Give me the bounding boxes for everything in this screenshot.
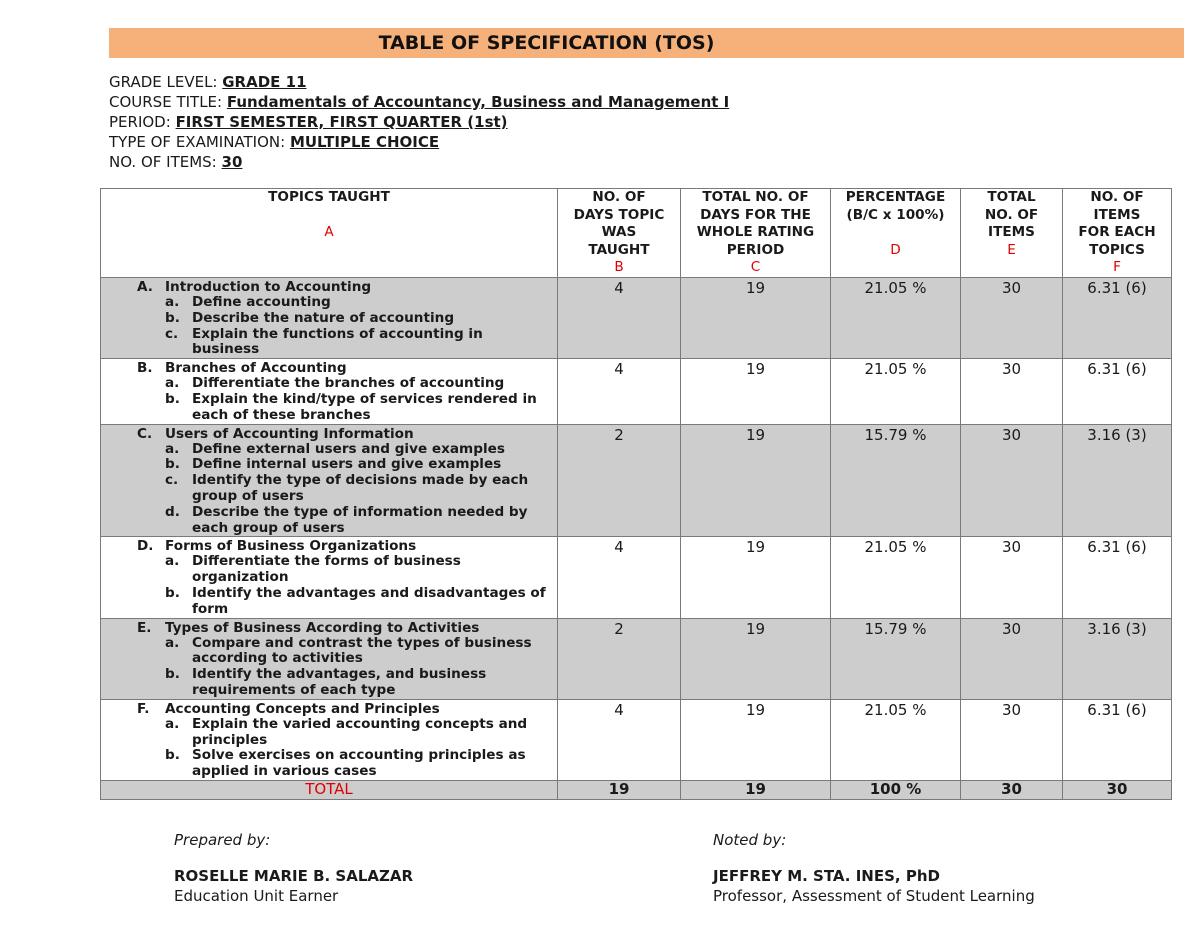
items-per-topic-cell: 6.31 (6) bbox=[1063, 537, 1172, 618]
subtopic-item bbox=[101, 311, 557, 327]
topic-letter: C. bbox=[137, 425, 153, 442]
subtopic-item bbox=[101, 473, 557, 505]
meta-period: PERIOD: FIRST SEMESTER, FIRST QUARTER (1st) bbox=[109, 113, 508, 131]
table-body bbox=[101, 278, 1172, 800]
total-items-cell: 30 bbox=[961, 699, 1063, 780]
topic-title-text: Users of Accounting Information bbox=[165, 425, 414, 442]
days-taught-cell: 4 bbox=[558, 278, 681, 359]
days-taught-cell: 2 bbox=[558, 424, 681, 537]
topic-letter: F. bbox=[137, 700, 150, 717]
items-per-topic-cell: 3.16 (3) bbox=[1063, 424, 1172, 537]
percentage-cell: 15.79 % bbox=[831, 618, 961, 699]
subtopic-item bbox=[101, 295, 557, 311]
subtopic-item bbox=[101, 442, 557, 458]
header-total-days bbox=[681, 189, 831, 278]
total-days-cell: 19 bbox=[681, 537, 831, 618]
percentage-cell: 21.05 % bbox=[831, 699, 961, 780]
total-total-items: 30 bbox=[961, 780, 1063, 799]
subtopic-text: Describe the nature of accounting bbox=[192, 309, 455, 326]
header-line bbox=[831, 224, 960, 242]
subtopic-letter: c. bbox=[165, 325, 179, 342]
noted-by-role: Professor, Assessment of Student Learning bbox=[713, 887, 1035, 905]
subtopic-item bbox=[101, 376, 557, 392]
noted-by-block bbox=[713, 830, 1035, 906]
subtopic-item bbox=[101, 457, 557, 473]
prepared-by-block bbox=[174, 830, 413, 906]
meta-grade-level: GRADE LEVEL: GRADE 11 bbox=[109, 73, 307, 91]
subtopic-letter: b. bbox=[165, 666, 180, 683]
total-items-cell: 30 bbox=[961, 424, 1063, 537]
percentage-cell: 21.05 % bbox=[831, 359, 961, 424]
header-line: NO. OF bbox=[592, 189, 646, 205]
items-per-topic-cell: 6.31 (6) bbox=[1063, 699, 1172, 780]
topic-title-text: Accounting Concepts and Principles bbox=[165, 700, 440, 717]
meta-no-of-items: NO. OF ITEMS: 30 bbox=[109, 153, 243, 171]
items-per-topic-cell: 6.31 (6) bbox=[1063, 278, 1172, 359]
document-title: TABLE OF SPECIFICATION (TOS) bbox=[109, 28, 1184, 58]
header-line: DAYS FOR THE bbox=[700, 206, 811, 223]
subtopic-text: Define accounting bbox=[192, 294, 331, 310]
header-line: WHOLE RATING bbox=[696, 224, 815, 240]
subtopic-letter: d. bbox=[165, 503, 180, 520]
header-line bbox=[101, 207, 557, 225]
subtopic-letter: a. bbox=[165, 294, 180, 310]
table-row bbox=[101, 359, 1172, 424]
subtopic-text: Define external users and give examples bbox=[192, 440, 505, 457]
header-line: NO. OF bbox=[1090, 189, 1144, 205]
topic-cell bbox=[101, 618, 558, 699]
header-line: TOTAL NO. OF bbox=[702, 189, 809, 205]
topic-cell bbox=[101, 537, 558, 618]
percentage-cell: 15.79 % bbox=[831, 424, 961, 537]
header-line: NO. OF bbox=[984, 206, 1039, 223]
subtopic-item bbox=[101, 748, 557, 780]
total-items-cell: 30 bbox=[961, 278, 1063, 359]
subtopic-text: Describe the type of information needed by each group of users bbox=[192, 503, 528, 536]
subtopic-text: Explain the varied accounting concepts and principles bbox=[192, 715, 528, 748]
column-letter: A bbox=[324, 224, 334, 240]
subtopic-item bbox=[101, 505, 557, 537]
meta-course-title: COURSE TITLE: Fundamentals of Accountancy, Business and Management I bbox=[109, 93, 730, 111]
header-line: FOR EACH bbox=[1078, 224, 1156, 240]
column-letter: D bbox=[890, 241, 901, 258]
topic-letter: B. bbox=[137, 360, 153, 377]
items-per-topic-cell: 6.31 (6) bbox=[1063, 359, 1172, 424]
topic-title bbox=[101, 426, 557, 442]
total-days-taught: 19 bbox=[558, 780, 681, 799]
header-days-taught bbox=[558, 189, 681, 278]
subtopic-letter: a. bbox=[165, 634, 180, 651]
topic-letter: D. bbox=[137, 538, 154, 555]
percentage-cell: 21.05 % bbox=[831, 278, 961, 359]
topic-title bbox=[101, 701, 557, 717]
topic-title bbox=[101, 538, 557, 554]
header-total-items bbox=[961, 189, 1063, 278]
header-line: (B/C x 100%) bbox=[846, 206, 945, 223]
total-days-cell: 19 bbox=[681, 618, 831, 699]
subtopic-letter: b. bbox=[165, 390, 180, 407]
subtopic-text: Compare and contrast the types of business according to activities bbox=[192, 634, 532, 667]
header-line: PERIOD bbox=[726, 241, 785, 258]
subtopic-text: Differentiate the branches of accounting bbox=[192, 375, 505, 392]
total-days-cell: 19 bbox=[681, 359, 831, 424]
table-header-row bbox=[101, 189, 1172, 278]
topic-title-text: Forms of Business Organizations bbox=[165, 538, 417, 555]
days-taught-cell: 4 bbox=[558, 537, 681, 618]
subtopic-item bbox=[101, 717, 557, 749]
subtopic-letter: a. bbox=[165, 375, 180, 392]
topic-letter: E. bbox=[137, 619, 152, 636]
header-line: TOTAL bbox=[987, 189, 1036, 205]
total-total-days: 19 bbox=[681, 780, 831, 799]
percentage-cell: 21.05 % bbox=[831, 537, 961, 618]
days-taught-cell: 2 bbox=[558, 618, 681, 699]
subtopic-letter: b. bbox=[165, 309, 180, 326]
column-letter: B bbox=[614, 259, 624, 275]
total-row bbox=[101, 780, 1172, 799]
total-items-cell: 30 bbox=[961, 618, 1063, 699]
subtopic-letter: b. bbox=[165, 747, 180, 764]
topic-cell bbox=[101, 424, 558, 537]
column-letter: E bbox=[1007, 241, 1016, 258]
course-info bbox=[109, 72, 729, 172]
prepared-by-role: Education Unit Earner bbox=[174, 887, 339, 905]
subtopic-item bbox=[101, 636, 557, 668]
subtopic-text: Solve exercises on accounting principles as applied in various cases bbox=[192, 747, 526, 780]
subtopic-letter: a. bbox=[165, 553, 180, 570]
noted-by-name: JEFFREY M. STA. INES, PhD bbox=[713, 867, 940, 885]
total-days-cell: 19 bbox=[681, 278, 831, 359]
subtopic-item bbox=[101, 554, 557, 586]
topic-title-text: Branches of Accounting bbox=[165, 360, 347, 377]
subtopic-text: Identify the advantages and disadvantages of form bbox=[192, 584, 546, 617]
subtopic-text: Differentiate the forms of business organization bbox=[192, 553, 461, 586]
subtopic-letter: a. bbox=[165, 440, 180, 457]
total-days-cell: 19 bbox=[681, 424, 831, 537]
header-line: ITEMS bbox=[988, 224, 1035, 240]
total-label: TOTAL bbox=[101, 780, 558, 799]
header-line: WAS bbox=[601, 224, 637, 240]
topic-cell bbox=[101, 359, 558, 424]
header-line: PERCENTAGE bbox=[845, 189, 946, 205]
total-items-per-topic: 30 bbox=[1063, 780, 1172, 799]
subtopic-text: Explain the functions of accounting in business bbox=[192, 325, 483, 358]
topic-cell bbox=[101, 278, 558, 359]
table-row bbox=[101, 424, 1172, 537]
topic-title bbox=[101, 279, 557, 295]
topic-title bbox=[101, 620, 557, 636]
topic-title-text: Types of Business According to Activities bbox=[165, 619, 480, 636]
header-line: DAYS TOPIC bbox=[573, 206, 665, 223]
subtopic-text: Explain the kind/type of services rendered in each of these branches bbox=[192, 390, 537, 423]
topic-title-text: Introduction to Accounting bbox=[165, 279, 372, 295]
subtopic-item bbox=[101, 586, 557, 618]
subtopic-text: Define internal users and give examples bbox=[192, 456, 502, 473]
column-letter: F bbox=[1113, 259, 1121, 275]
days-taught-cell: 4 bbox=[558, 359, 681, 424]
subtopic-letter: c. bbox=[165, 472, 179, 489]
topic-title bbox=[101, 360, 557, 376]
subtopic-item bbox=[101, 327, 557, 359]
total-percentage: 100 % bbox=[831, 780, 961, 799]
header-items-per-topic bbox=[1063, 189, 1172, 278]
total-items-cell: 30 bbox=[961, 359, 1063, 424]
total-items-cell: 30 bbox=[961, 537, 1063, 618]
subtopic-letter: a. bbox=[165, 715, 180, 732]
header-topics-taught bbox=[101, 189, 558, 278]
header-line: TOPICS TAUGHT bbox=[268, 189, 390, 205]
header-percentage bbox=[831, 189, 961, 278]
prepared-by-label: Prepared by: bbox=[174, 831, 271, 849]
total-days-cell: 19 bbox=[681, 699, 831, 780]
subtopic-text: Identify the advantages, and business requirements of each type bbox=[192, 666, 487, 698]
header-line: ITEMS bbox=[1093, 206, 1141, 223]
table-row bbox=[101, 278, 1172, 359]
topic-cell bbox=[101, 699, 558, 780]
header-line: TAUGHT bbox=[588, 241, 650, 258]
meta-exam-type: TYPE OF EXAMINATION: MULTIPLE CHOICE bbox=[109, 133, 440, 151]
subtopic-text: Identify the type of decisions made by each group of users bbox=[192, 472, 529, 504]
specification-table bbox=[100, 188, 1172, 800]
table-row bbox=[101, 618, 1172, 699]
column-letter: C bbox=[750, 259, 761, 275]
topic-letter: A. bbox=[137, 279, 153, 295]
days-taught-cell: 4 bbox=[558, 699, 681, 780]
prepared-by-name: ROSELLE MARIE B. SALAZAR bbox=[174, 867, 414, 885]
subtopic-letter: b. bbox=[165, 584, 180, 601]
header-line: TOPICS bbox=[1089, 241, 1145, 258]
noted-by-label: Noted by: bbox=[713, 831, 787, 849]
subtopic-item bbox=[101, 667, 557, 699]
table-row bbox=[101, 537, 1172, 618]
items-per-topic-cell: 3.16 (3) bbox=[1063, 618, 1172, 699]
subtopic-letter: b. bbox=[165, 456, 180, 473]
table-row bbox=[101, 699, 1172, 780]
subtopic-item bbox=[101, 392, 557, 424]
